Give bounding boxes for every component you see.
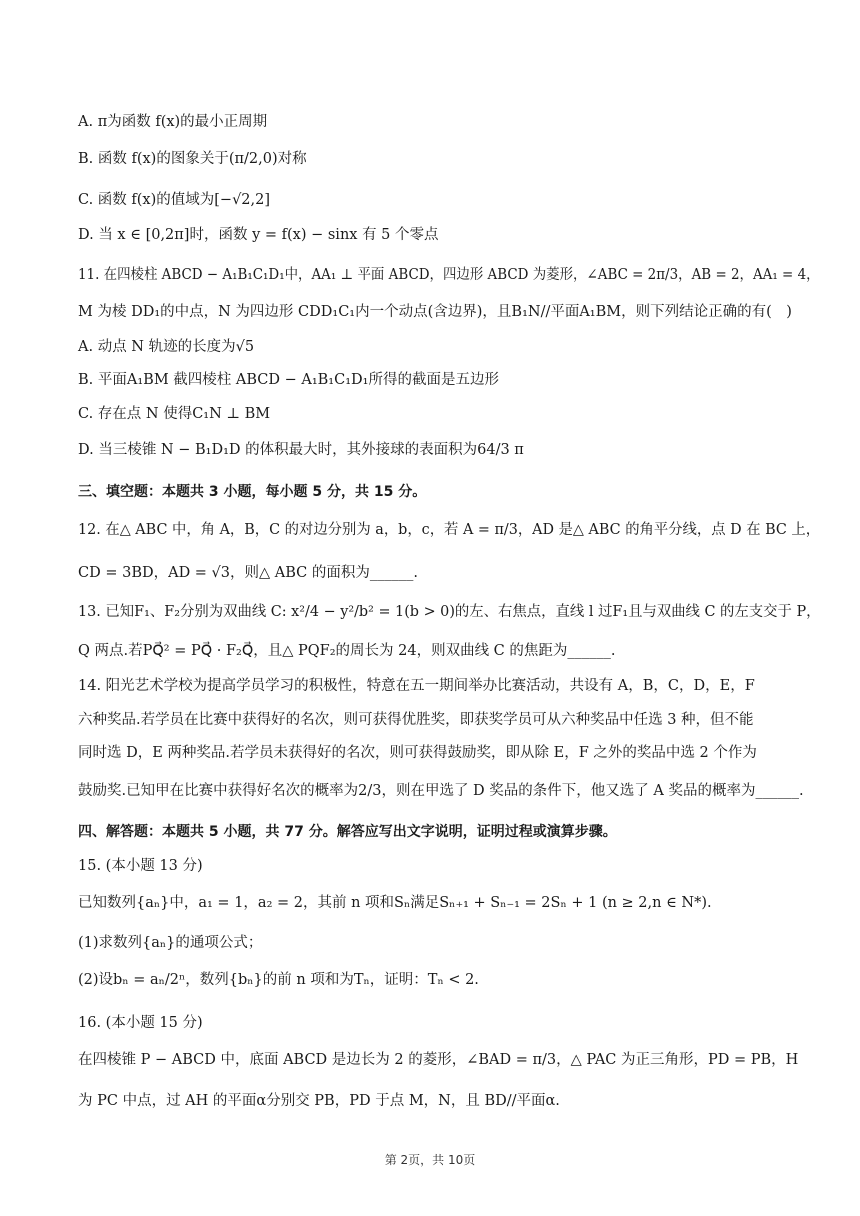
q11-option-a: A. 动点 N 轨迹的长度为√5	[78, 339, 255, 355]
q11-stem-line1: 11. 在四棱柱 ABCD − A₁B₁C₁D₁中，AA₁ ⊥ 平面 ABCD，四边形 ABCD 为菱形，∠ABC = 2π/3，AB = 2，AA₁ = 4，	[78, 267, 820, 283]
q15-heading: 15. (本小题 13 分)	[78, 858, 203, 874]
page-footer: 第 2页，共 10页	[384, 1153, 476, 1167]
q15-part2: (2)设bₙ = aₙ/2ⁿ，数列{bₙ}的前 n 项和为Tₙ，证明：Tₙ < 2.	[78, 972, 479, 988]
q10-option-b: B. 函数 f(x)的图象关于(π/2,0)对称	[78, 151, 307, 167]
q14-line2: 六种奖品.若学员在比赛中获得好的名次，则可获得优胜奖，即获奖学员可从六种奖品中任选 3 种，但不能	[78, 712, 754, 728]
q11-stem-line2: M 为棱 DD₁的中点，N 为四边形 CDD₁C₁内一个动点(含边界)，且B₁N//平面A₁BM，则下列结论正确的有( )	[78, 304, 792, 320]
q14-line1: 14. 阳光艺术学校为提高学员学习的积极性，特意在五一期间举办比赛活动，共设有 A，B，C，D，E，F	[78, 678, 755, 694]
q15-part1: (1)求数列{aₙ}的通项公式；	[78, 935, 263, 951]
q15-stem: 已知数列{aₙ}中，a₁ = 1，a₂ = 2，其前 n 项和Sₙ满足Sₙ₊₁ + Sₙ₋₁ = 2Sₙ + 1 (n ≥ 2,n ∈ N*).	[78, 895, 712, 911]
q11-option-c: C. 存在点 N 使得C₁N ⊥ BM	[78, 406, 271, 422]
q10-option-c: C. 函数 f(x)的值域为[−√2,2]	[78, 192, 271, 208]
section-3-heading: 三、填空题：本题共 3 小题，每小题 5 分，共 15 分。	[78, 484, 427, 500]
q10-option-d: D. 当 x ∈ [0,2π]时，函数 y = f(x) − sinx 有 5 个零点	[78, 227, 439, 243]
q13-line1: 13. 已知F₁、F₂分别为双曲线 C: x²/4 − y²/b² = 1(b > 0)的左、右焦点，直线 l 过F₁且与双曲线 C 的左支交于 P，	[78, 604, 821, 620]
q12-line2: CD = 3BD，AD = √3，则△ ABC 的面积为______.	[78, 565, 418, 581]
q16-line2: 为 PC 中点，过 AH 的平面α分别交 PB，PD 于点 M，N，且 BD//平面α.	[78, 1093, 560, 1109]
q14-line4: 鼓励奖.已知甲在比赛中获得好名次的概率为2/3，则在甲选了 D 奖品的条件下，他又选了 A 奖品的概率为______.	[78, 783, 804, 799]
q16-line1: 在四棱锥 P − ABCD 中，底面 ABCD 是边长为 2 的菱形，∠BAD = π/3，△ PAC 为正三角形，PD = PB，H	[78, 1052, 799, 1068]
q14-line3: 同时选 D，E 两种奖品.若学员未获得好的名次，则可获得鼓励奖，即从除 E，F 之外的奖品中选 2 个作为	[78, 745, 757, 761]
q12-line1: 12. 在△ ABC 中，角 A，B，C 的对边分别为 a，b，c，若 A = π/3，AD 是△ ABC 的角平分线，点 D 在 BC 上，	[78, 522, 821, 538]
q11-option-d: D. 当三棱锥 N − B₁D₁D 的体积最大时，其外接球的表面积为64/3 π	[78, 442, 524, 458]
q16-heading: 16. (本小题 15 分)	[78, 1015, 203, 1031]
q13-line2: Q 两点.若PQ⃗² = PQ⃗ · F₂Q⃗，且△ PQF₂的周长为 24，则双曲线 C 的焦距为______.	[78, 643, 616, 659]
q11-option-b: B. 平面A₁BM 截四棱柱 ABCD − A₁B₁C₁D₁所得的截面是五边形	[78, 372, 499, 388]
section-4-heading: 四、解答题：本题共 5 小题，共 77 分。解答应写出文字说明，证明过程或演算步骤。	[78, 824, 617, 840]
q10-option-a: A. π为函数 f(x)的最小正周期	[78, 114, 268, 130]
